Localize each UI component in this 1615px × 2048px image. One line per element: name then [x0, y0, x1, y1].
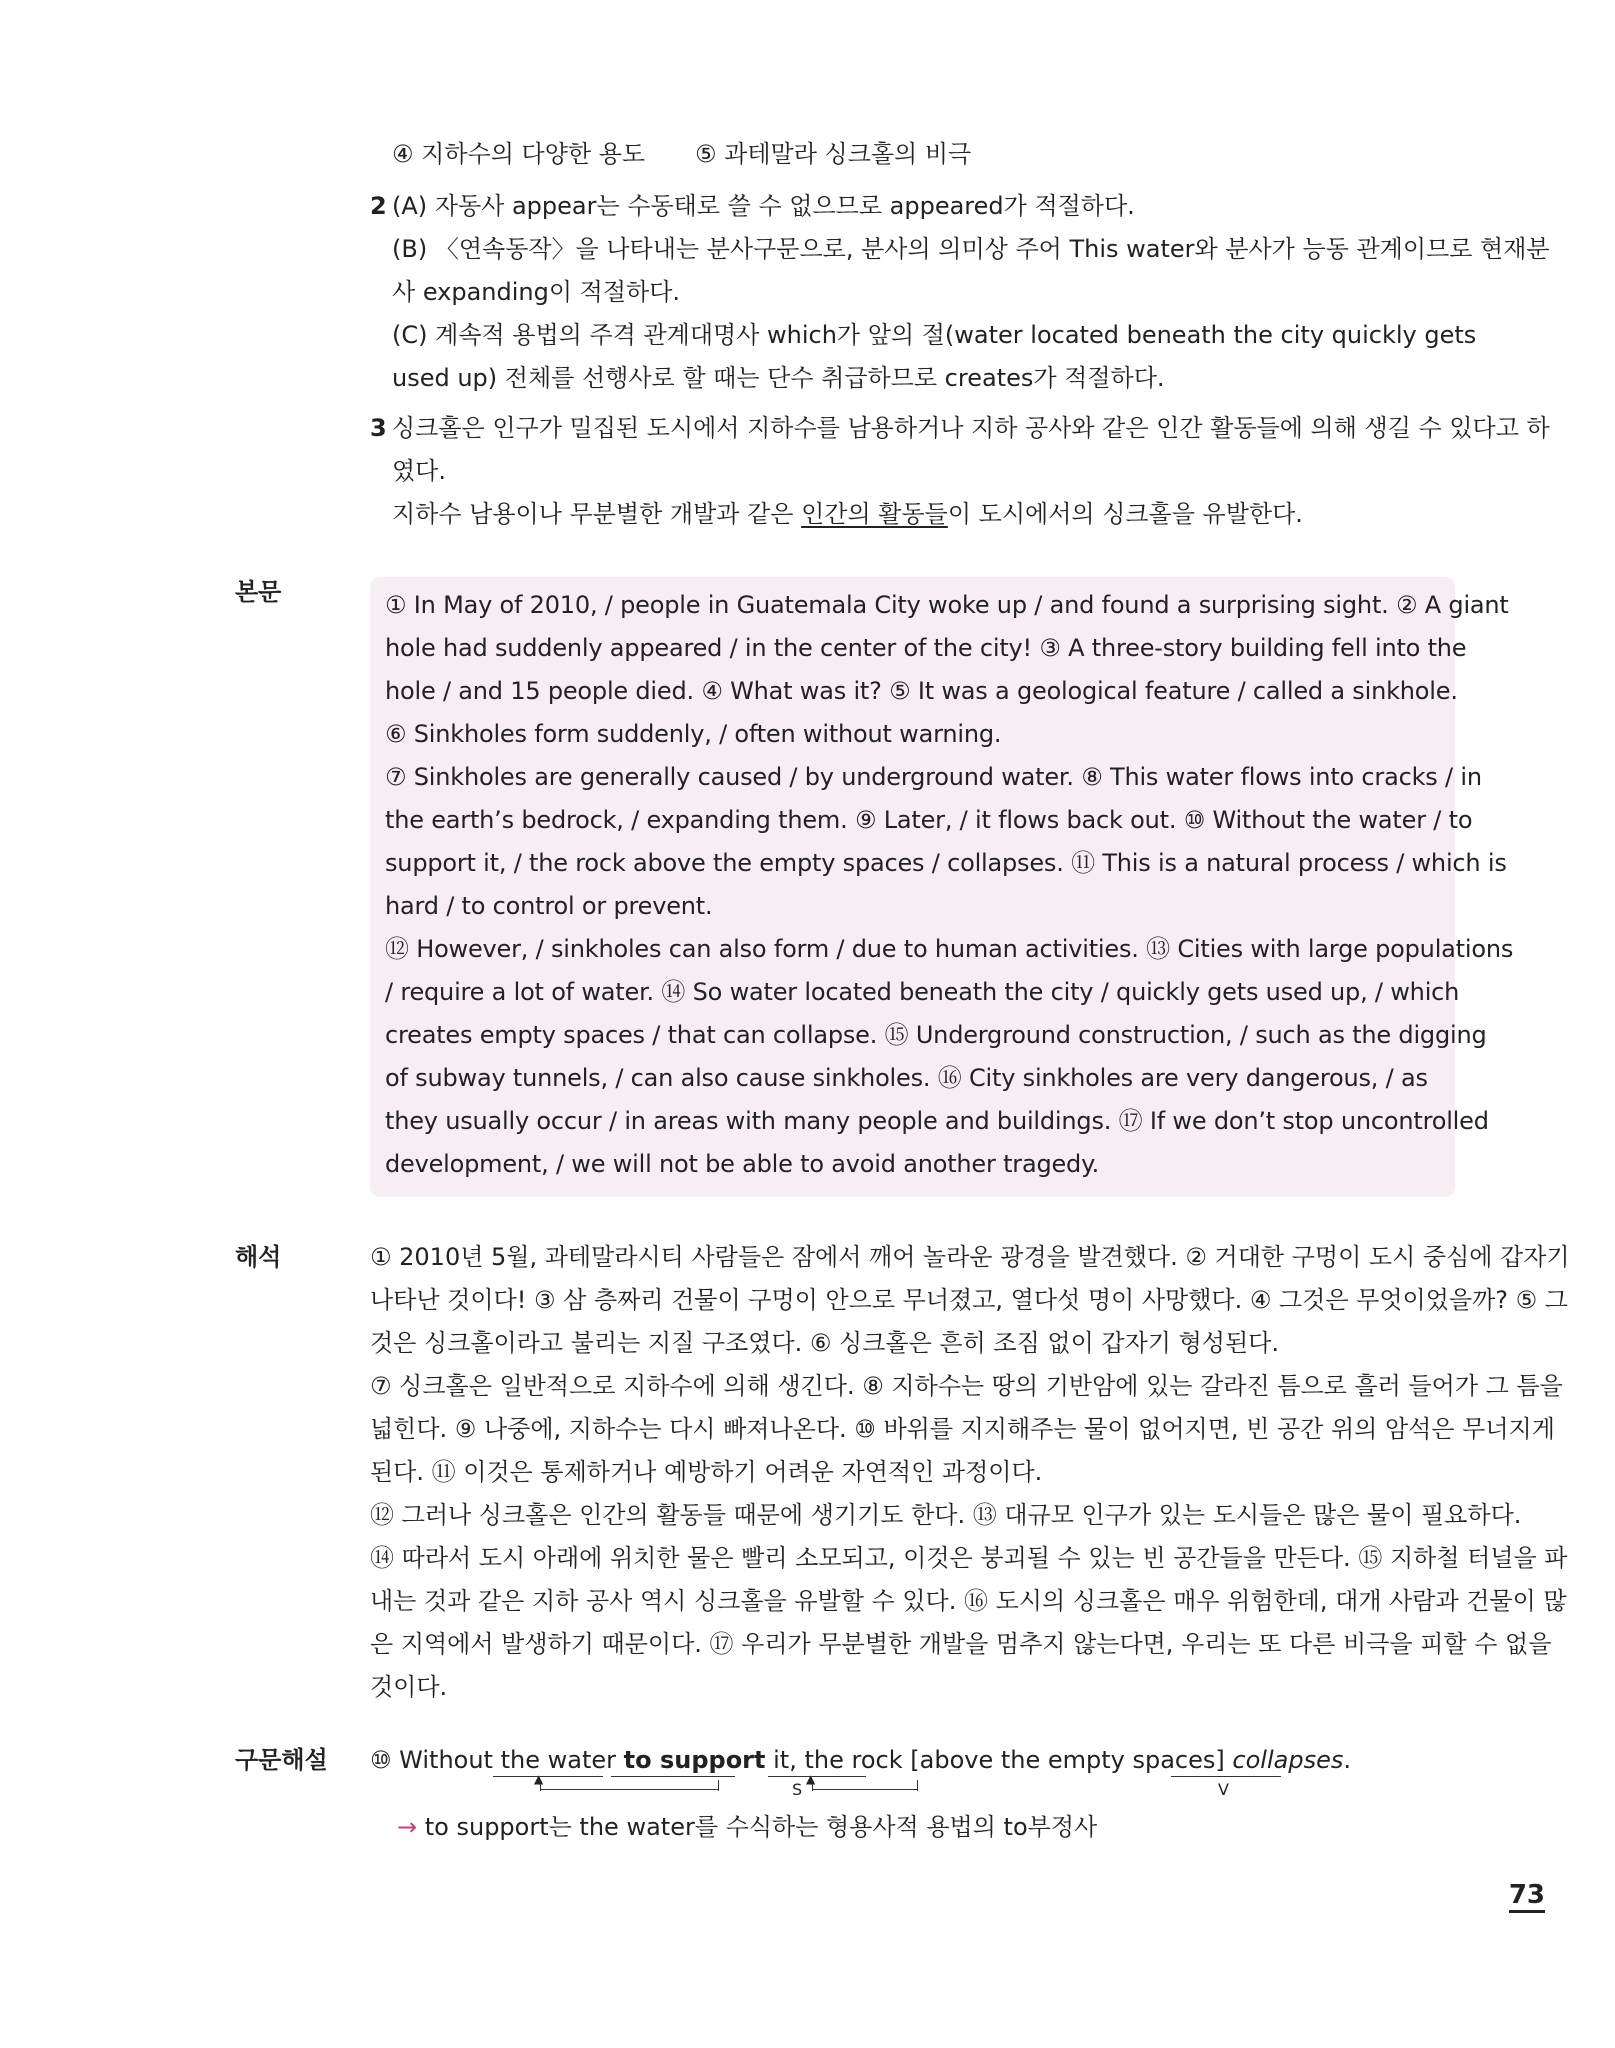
answer-3-line: [392, 498, 1303, 530]
syntax-verb: collapses: [1232, 1746, 1344, 1774]
modifier-bracket: [812, 1789, 917, 1790]
translation-line: ⑦ 싱크홀은 일반적으로 지하수에 의해 생긴다. ⑧ 지하수는 땅의 기반암에 있는 갈라진 틈으로 흘러 들어가 그 틈을: [370, 1372, 1563, 1400]
passage-line: hard / to control or prevent.: [385, 892, 713, 920]
passage-box: [370, 577, 1455, 1197]
underline-collapses: [1171, 1776, 1281, 1777]
syntax-word: [above the empty spaces]: [910, 1746, 1225, 1774]
verb-mark: V: [1218, 1780, 1229, 1799]
translation-line: 나타난 것이다! ③ 삼 층짜리 건물이 구멍이 안으로 무너졌고, 열다섯 명이 사망했다. ④ 그것은 무엇이었을까? ⑤ 그: [370, 1286, 1568, 1314]
passage-line: the earth’s bedrock, / expanding them. ⑨ Later, / it flows back out. ⑩ Without the water / to: [385, 806, 1473, 834]
underline-the-water: [493, 1776, 603, 1777]
passage-line: ① In May of 2010, / people in Guatemala City woke up / and found a surprising sight. ② A giant: [385, 591, 1509, 619]
arrow-up-icon: ▲: [806, 1772, 816, 1786]
passage-line: ⑥ Sinkholes form suddenly, / often without warning.: [385, 720, 1002, 748]
passage-line: hole had suddenly appeared / in the center of the city! ③ A three-story building fell into the: [385, 634, 1467, 662]
translation-line: 것이다.: [370, 1673, 448, 1701]
syntax-sentence: [370, 1744, 1351, 1776]
syntax-number: ⑩: [370, 1746, 392, 1774]
answer-3-line: 였다.: [392, 457, 446, 485]
syntax-note: [397, 1811, 1097, 1843]
passage-line: creates empty spaces / that can collapse. ⑮ Underground construction, / such as the digging: [385, 1021, 1487, 1049]
translation-line: ⑭ 따라서 도시 아래에 위치한 물은 빨리 소모되고, 이것은 붕괴될 수 있는 빈 공간들을 만든다. ⑮ 지하철 터널을 파: [370, 1544, 1568, 1572]
syntax-note-text: to support는 the water를 수식하는 형용사적 용법의 to부정사: [424, 1813, 1098, 1841]
arrow-up-icon: ▲: [534, 1772, 544, 1786]
passage-line: support it, / the rock above the empty spaces / collapses. ⑪ This is a natural process / which is: [385, 849, 1507, 877]
passage-label: 본문: [235, 578, 282, 606]
answer-3-number: 3: [370, 414, 387, 442]
translation-line: 된다. ⑪ 이것은 통제하거나 예방하기 어려운 자연적인 과정이다.: [370, 1458, 1043, 1486]
translation-line: ⑫ 그러나 싱크홀은 인간의 활동들 때문에 생기기도 한다. ⑬ 대규모 인구가 있는 도시들은 많은 물이 필요하다.: [370, 1501, 1522, 1529]
translation-line: 것은 싱크홀이라고 불리는 지질 구조였다. ⑥ 싱크홀은 흔히 조짐 없이 갑자기 형성된다.: [370, 1329, 1279, 1357]
answer-2-line: (B) 〈연속동작〉을 나타내는 분사구문으로, 분사의 의미상 주어 This water와 분사가 능동 관계이므로 현재분: [392, 235, 1550, 263]
answer-2-line: (A) 자동사 appear는 수동태로 쓸 수 없으므로 appeared가 적절하다.: [392, 192, 1135, 220]
syntax-word-bold: to support: [623, 1746, 766, 1774]
passage-line: ⑫ However, / sinkholes can also form / due to human activities. ⑬ Cities with large populations: [385, 935, 1514, 963]
syntax-word: Without: [399, 1746, 493, 1774]
answer-3-underlined: 인간의 활동들: [801, 500, 948, 528]
choice-5: ⑤ 과테말라 싱크홀의 비극: [695, 140, 972, 168]
arrow-tick: [917, 1780, 918, 1791]
translation-label: 해석: [235, 1243, 282, 1271]
arrow-tick: [718, 1780, 719, 1791]
answer-3-text: 지하수 남용이나 무분별한 개발과 같은: [392, 500, 802, 528]
choice-4: ④ 지하수의 다양한 용도: [392, 140, 646, 168]
answer-3-line: 싱크홀은 인구가 밀집된 도시에서 지하수를 남용하거나 지하 공사와 같은 인간 활동들에 의해 생길 수 있다고 하: [392, 414, 1550, 442]
modifier-bracket: [540, 1789, 718, 1790]
page-number: 73: [1509, 1880, 1545, 1913]
passage-line: hole / and 15 people died. ④ What was it? ⑤ It was a geological feature / called a sinkhole.: [385, 677, 1458, 705]
passage-line: / require a lot of water. ⑭ So water located beneath the city / quickly gets used up, / which: [385, 978, 1460, 1006]
right-arrow-icon: →: [397, 1813, 418, 1841]
passage-line: development, / we will not be able to avoid another tragedy.: [385, 1150, 1100, 1178]
answer-2-number: 2: [370, 192, 387, 220]
underline-the-rock: [768, 1776, 866, 1777]
answer-2-line: 사 expanding이 적절하다.: [392, 278, 681, 306]
syntax-word: the water: [500, 1746, 616, 1774]
underline-to-support: [611, 1776, 735, 1777]
answer-2-line: (C) 계속적 용법의 주격 관계대명사 which가 앞의 절(water located beneath the city quickly gets: [392, 321, 1477, 349]
translation-line: 은 지역에서 발생하기 때문이다. ⑰ 우리가 무분별한 개발을 멈추지 않는다면, 우리는 또 다른 비극을 피할 수 없을: [370, 1630, 1552, 1658]
syntax-word: it,: [773, 1746, 797, 1774]
answer-2-line: used up) 전체를 선행사로 할 때는 단수 취급하므로 creates가 적절하다.: [392, 364, 1165, 392]
syntax-subject: the rock: [804, 1746, 903, 1774]
subject-mark: S: [792, 1780, 803, 1799]
passage-line: of subway tunnels, / can also cause sinkholes. ⑯ City sinkholes are very dangerous, / as: [385, 1064, 1428, 1092]
passage-line: ⑦ Sinkholes are generally caused / by underground water. ⑧ This water flows into cracks / in: [385, 763, 1482, 791]
syntax-word: .: [1343, 1746, 1351, 1774]
translation-line: 내는 것과 같은 지하 공사 역시 싱크홀을 유발할 수 있다. ⑯ 도시의 싱크홀은 매우 위험한데, 대개 사람과 건물이 많: [370, 1587, 1567, 1615]
syntax-label: 구문해설: [235, 1746, 328, 1774]
answer-3-text: 이 도시에서의 싱크홀을 유발한다.: [947, 500, 1303, 528]
translation-line: 넓힌다. ⑨ 나중에, 지하수는 다시 빠져나온다. ⑩ 바위를 지지해주는 물이 없어지면, 빈 공간 위의 암석은 무너지게: [370, 1415, 1555, 1443]
translation-line: ① 2010년 5월, 과테말라시티 사람들은 잠에서 깨어 놀라운 광경을 발견했다. ② 거대한 구멍이 도시 중심에 갑자기: [370, 1243, 1570, 1271]
passage-line: they usually occur / in areas with many people and buildings. ⑰ If we don’t stop uncontrolled: [385, 1107, 1489, 1135]
